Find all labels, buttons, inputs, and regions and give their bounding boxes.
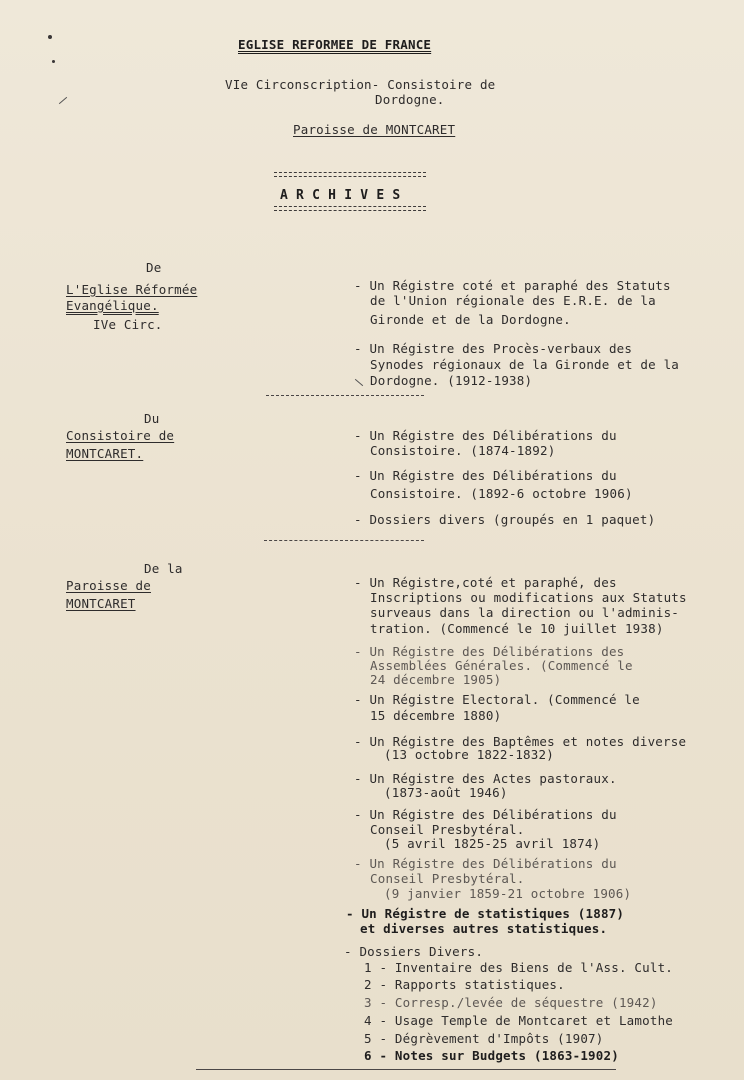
section-heading: Paroisse de <box>66 578 151 593</box>
section-heading: MONTCARET. <box>66 446 144 461</box>
archive-entry: (9 janvier 1859-21 octobre 1906) <box>384 886 632 901</box>
pencil-mark <box>59 97 67 104</box>
section-heading: Du <box>144 411 160 426</box>
archive-entry: - Un Régistre des Actes pastoraux. <box>354 771 617 786</box>
archive-entry: Conseil Presbytéral. <box>370 822 525 837</box>
archive-entry: Consistoire. (1892-6 octobre 1906) <box>370 486 633 501</box>
dossier-item: 1 - Inventaire des Biens de l'Ass. Cult. <box>364 960 674 975</box>
archive-entry: de l'Union régionale des E.R.E. de la <box>370 293 656 308</box>
archive-entry: Synodes régionaux de la Gironde et de la <box>370 357 680 372</box>
archive-entry: - Un Régistre des Baptêmes et notes diverse <box>354 734 687 749</box>
archive-entry: et diverses autres statistiques. <box>360 921 608 936</box>
archive-entry: - Un Régistre des Délibérations du <box>354 428 617 443</box>
archive-entry: (5 avril 1825-25 avril 1874) <box>384 836 601 851</box>
archive-entry: - Un Régistre des Délibérations du <box>354 856 617 871</box>
section-heading: MONTCARET <box>66 596 136 611</box>
section-heading: Consistoire de <box>66 428 175 443</box>
circonscription-line: VIe Circonscription- Consistoire de <box>225 77 496 92</box>
dossier-item: 6 - Notes sur Budgets (1863-1902) <box>364 1048 619 1063</box>
archive-entry: - Un Régistre des Procès-verbaux des <box>354 341 633 356</box>
section-heading: De la <box>144 561 183 576</box>
archive-entry: 24 décembre 1905) <box>370 672 502 687</box>
archive-entry: - Un Régistre,coté et paraphé, des <box>354 575 617 590</box>
archive-entry: - Un Régistre des Délibérations du <box>354 807 617 822</box>
dossier-item: 3 - Corresp./levée de séquestre (1942) <box>364 995 658 1010</box>
dossiers-heading: - Dossiers Divers. <box>344 944 484 959</box>
bottom-rule <box>196 1069 616 1070</box>
archive-entry: tration. (Commencé le 10 juillet 1938) <box>370 621 664 636</box>
section-heading: IVe Circ. <box>93 317 163 332</box>
archive-entry: - Dossiers divers (groupés en 1 paquet) <box>354 512 656 527</box>
archive-entry: - Un Régistre coté et paraphé des Statuts <box>354 278 671 293</box>
archive-entry: Gironde et de la Dordogne. <box>370 312 571 327</box>
archive-entry: Dordogne. (1912-1938) <box>370 373 533 388</box>
ink-speck <box>48 35 52 39</box>
church-title: EGLISE REFORMEE DE FRANCE <box>238 37 432 52</box>
archive-entry: (1873-août 1946) <box>384 785 508 800</box>
archive-entry: 15 décembre 1880) <box>370 708 502 723</box>
archive-entry: (13 octobre 1822-1832) <box>384 747 554 762</box>
section-divider <box>266 395 424 396</box>
archives-title: A R C H I V E S <box>280 188 401 203</box>
section-heading: De <box>146 260 162 275</box>
title-rule-bottom <box>274 206 426 211</box>
archive-entry: - Un Régistre des Délibérations des <box>354 644 625 659</box>
archive-entry: - Un Régistre Electoral. (Commencé le <box>354 692 640 707</box>
section-heading: L'Eglise Réformée <box>66 282 198 297</box>
dossier-item: 2 - Rapports statistiques. <box>364 977 565 992</box>
archive-entry: Conseil Presbytéral. <box>370 871 525 886</box>
archive-entry: surveaus dans la direction ou l'adminis- <box>370 605 680 620</box>
ink-speck <box>52 60 55 63</box>
archive-entry: Assemblées Générales. (Commencé le <box>370 658 633 673</box>
dossier-item: 4 - Usage Temple de Montcaret et Lamothe <box>364 1013 674 1028</box>
pencil-mark <box>355 379 363 386</box>
title-rule-top <box>274 172 426 177</box>
section-heading: Evangélique. <box>66 298 159 313</box>
parish-title: Paroisse de MONTCARET <box>293 122 456 137</box>
archive-entry: - Un Régistre des Délibérations du <box>354 468 617 483</box>
archive-entry: Consistoire. (1874-1892) <box>370 443 556 458</box>
section-divider <box>264 540 424 541</box>
dordogne-line: Dordogne. <box>375 92 445 107</box>
archive-entry: - Un Régistre de statistiques (1887) <box>346 906 625 921</box>
dossier-item: 5 - Dégrèvement d'Impôts (1907) <box>364 1031 604 1046</box>
archive-entry: Inscriptions ou modifications aux Statuts <box>370 590 687 605</box>
